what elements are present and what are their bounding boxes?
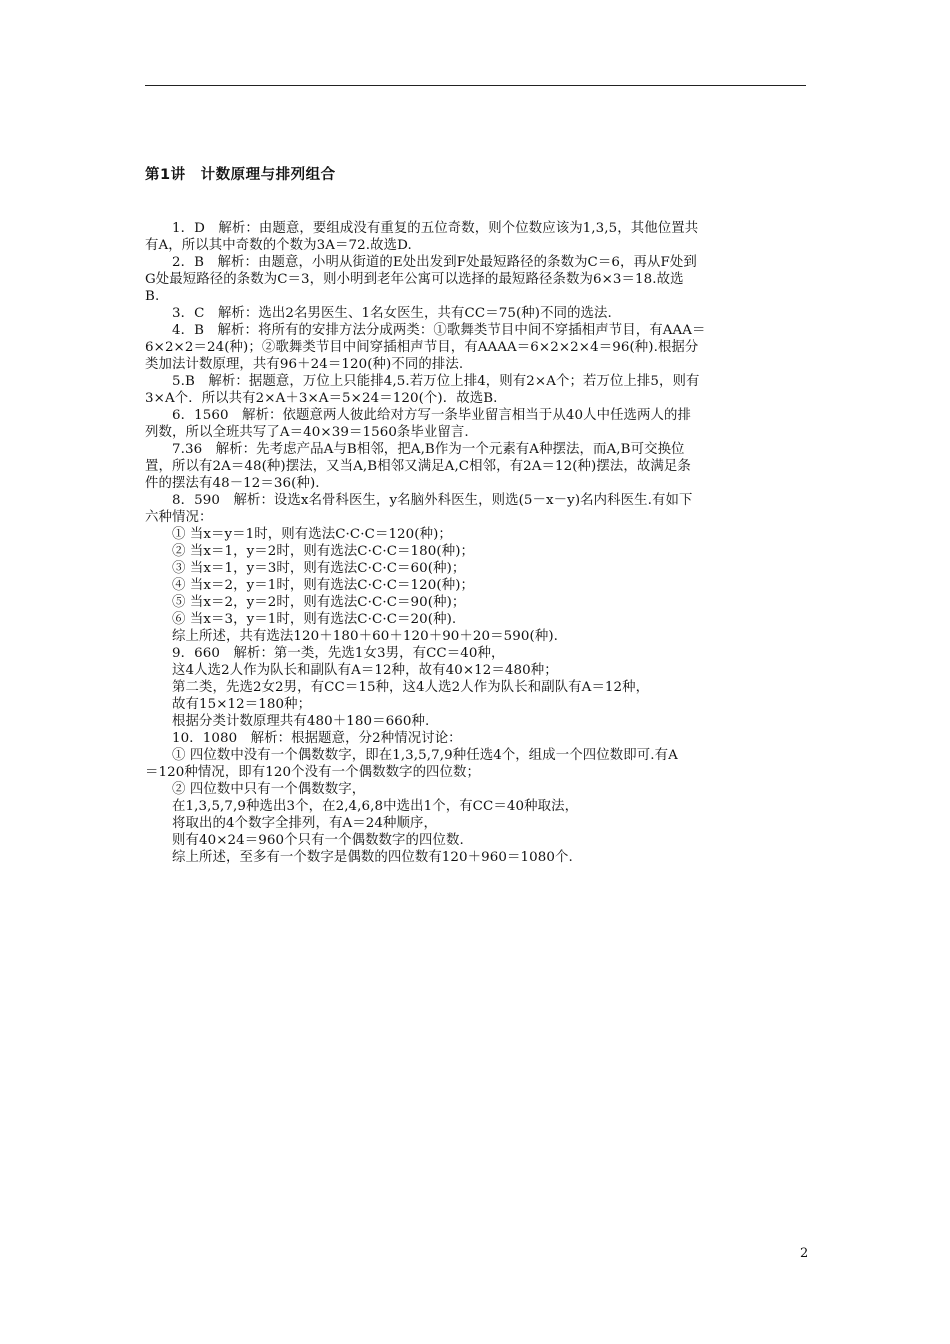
text-line: 这4人选2人作为队长和副队有A＝12种，故有40×12＝480种； bbox=[172, 663, 558, 678]
text-line: ② 四位数中只有一个偶数数字， bbox=[172, 782, 366, 797]
page-number: 2 bbox=[800, 1246, 809, 1261]
text-line: 10．1080 解析：根据题意，分2种情况讨论： bbox=[172, 731, 462, 746]
text-line: 有A，所以其中奇数的个数为3A＝72.故选D. bbox=[145, 238, 412, 253]
text-line: ① 四位数中没有一个偶数数字，即在1,3,5,7,9种任选4个，组成一个四位数即可.有A bbox=[172, 748, 678, 763]
text-line: 8．590 解析：设选x名骨科医生，y名脑外科医生，则选(5－x－y)名内科医生.有如下 bbox=[172, 493, 693, 508]
text-line: ② 当x＝1，y＝2时，则有选法C·C·C＝180(种)； bbox=[172, 544, 475, 559]
text-line: 列数，所以全班共写了A＝40×39＝1560条毕业留言. bbox=[145, 425, 469, 440]
text-line: 根据分类计数原理共有480＋180＝660种. bbox=[172, 714, 430, 729]
text-line: 类加法计数原理，共有96＋24＝120(种)不同的排法. bbox=[145, 357, 464, 372]
text-line: 5.B 解析：据题意，万位上只能排4,5.若万位上排4，则有2×A个；若万位上排5，则有 bbox=[172, 374, 700, 389]
text-line: 故有15×12＝180种； bbox=[172, 697, 312, 712]
text-line: ＝120种情况，即有120个没有一个偶数数字的四位数； bbox=[145, 765, 481, 780]
solutions-body bbox=[145, 220, 810, 866]
text-line: 则有40×24＝960个只有一个偶数数字的四位数. bbox=[172, 833, 464, 848]
text-line: 2．B 解析：由题意，小明从街道的E处出发到F处最短路径的条数为C＝6，再从F处到 bbox=[172, 255, 697, 270]
text-line: G处最短路径的条数为C＝3，则小明到老年公寓可以选择的最短路径条数为6×3＝18.故选 bbox=[145, 272, 684, 287]
text-line: ⑤ 当x＝2，y＝2时，则有选法C·C·C＝90(种)； bbox=[172, 595, 466, 610]
header-rule bbox=[145, 85, 806, 86]
text-line: 综上所述，共有选法120＋180＋60＋120＋90＋20＝590(种). bbox=[172, 629, 559, 644]
text-line: 六种情况： bbox=[145, 510, 213, 525]
text-line: 7.36 解析：先考虑产品A与B相邻，把A,B作为一个元素有A种摆法，而A,B可交换位 bbox=[172, 442, 685, 457]
text-line: 在1,3,5,7,9种选出3个，在2,4,6,8中选出1个，有CC＝40种取法， bbox=[172, 799, 579, 814]
text-line: ③ 当x＝1，y＝3时，则有选法C·C·C＝60(种)； bbox=[172, 561, 466, 576]
text-line: 4．B 解析：将所有的安排方法分成两类：①歌舞类节目中间不穿插相声节目，有AAA＝ bbox=[172, 323, 706, 338]
text-line: ① 当x＝y＝1时，则有选法C·C·C＝120(种)； bbox=[172, 527, 452, 542]
text-line: 6．1560 解析：依题意两人彼此给对方写一条毕业留言相当于从40人中任选两人的排 bbox=[172, 408, 692, 423]
text-line: 综上所述，至多有一个数字是偶数的四位数有120＋960＝1080个. bbox=[172, 850, 573, 865]
text-line: ④ 当x＝2，y＝1时，则有选法C·C·C＝120(种)； bbox=[172, 578, 475, 593]
text-line: 1．D 解析：由题意，要组成没有重复的五位奇数，则个位数应该为1,3,5，其他位置共 bbox=[172, 221, 699, 236]
text-line: 3．C 解析：选出2名男医生、1名女医生，共有CC＝75(种)不同的选法. bbox=[172, 306, 612, 321]
text-line: 置，所以有2A＝48(种)摆法，又当A,B相邻又满足A,C相邻，有2A＝12(种)摆法，故满足条 bbox=[145, 459, 691, 474]
text-line: 6×2×2＝24(种)；②歌舞类节目中间穿插相声节目，有AAAA＝6×2×2×4＝96(种).根据分 bbox=[145, 340, 699, 355]
text-line: 将取出的4个数字全排列，有A＝24种顺序， bbox=[172, 816, 437, 831]
text-line: 第二类，先选2女2男，有CC＝15种，这4人选2人作为队长和副队有A＝12种， bbox=[172, 680, 650, 695]
text-line: B. bbox=[145, 289, 160, 304]
page-title: 第1讲 计数原理与排列组合 bbox=[145, 167, 336, 183]
text-line: 件的摆法有48－12＝36(种). bbox=[145, 476, 320, 491]
text-line: 9．660 解析：第一类，先选1女3男，有CC＝40种， bbox=[172, 646, 505, 661]
text-line: 3×A个．所以共有2×A＋3×A＝5×24＝120(个)．故选B. bbox=[145, 391, 498, 406]
text-line: ⑥ 当x＝3，y＝1时，则有选法C·C·C＝20(种). bbox=[172, 612, 457, 627]
